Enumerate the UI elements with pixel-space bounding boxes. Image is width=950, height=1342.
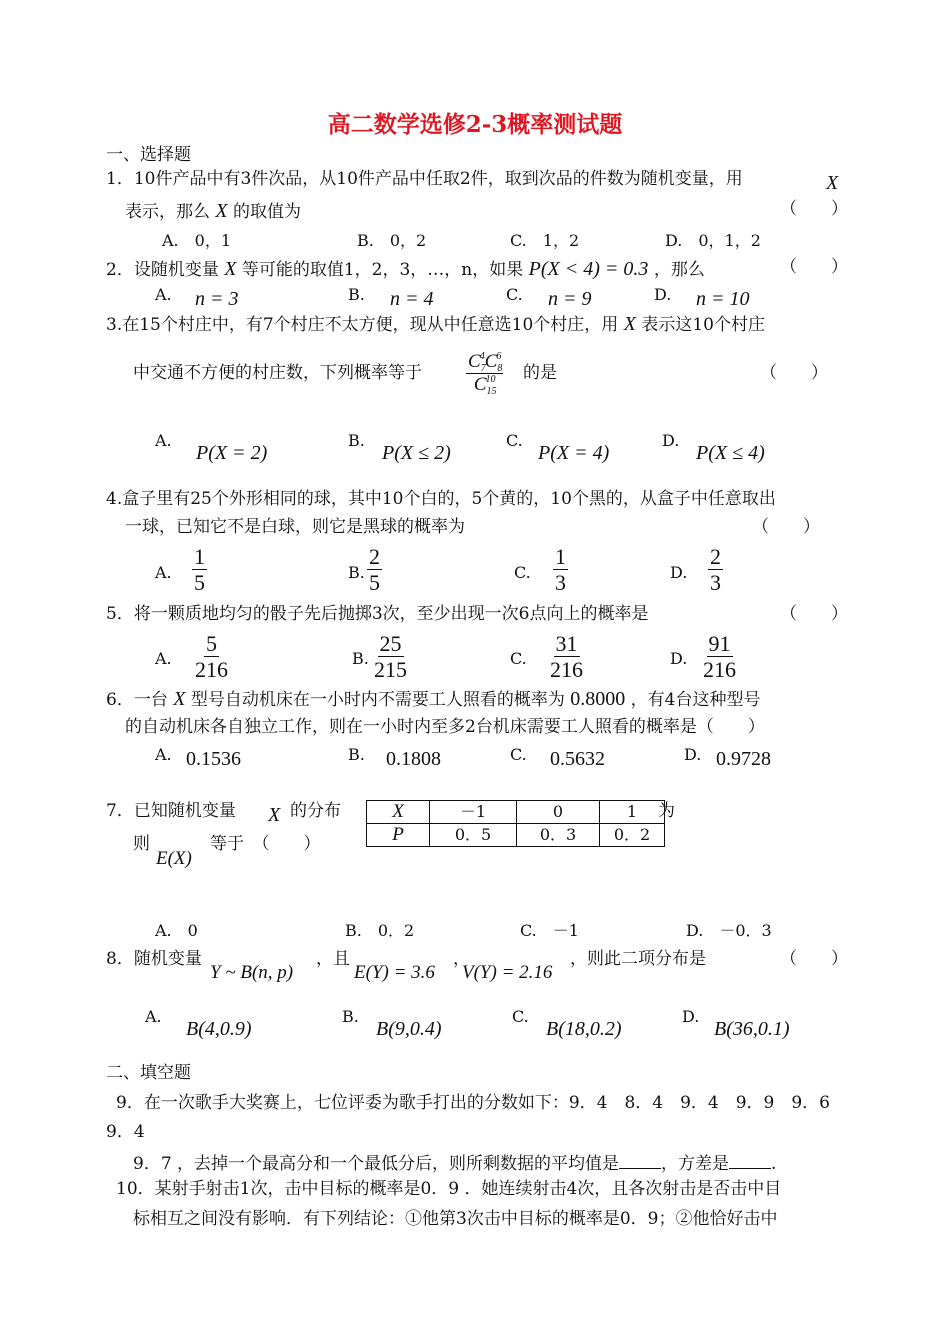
- q5-c-denominator: 216: [550, 657, 583, 683]
- q3-option-c: C.: [506, 431, 523, 450]
- q5-a-numerator: 5: [206, 631, 217, 656]
- q8-expectation: E(Y) = 3.6: [354, 962, 435, 983]
- q3-line1-b: 表示这10个村庄: [641, 315, 765, 335]
- q8-separator: ，: [453, 949, 470, 969]
- q7-line1-b: 的分布: [290, 801, 341, 821]
- q4-line1: 4.盒子里有25个外形相同的球，其中10个白的，5个黄的，10个黑的，从盒子中任意取出: [106, 489, 776, 509]
- q4-option-d: D.: [670, 563, 688, 582]
- q7-option-c: C. －1: [520, 921, 579, 940]
- q9-mean-blank[interactable]: [619, 1152, 661, 1169]
- q1-var-x-2: X: [215, 200, 228, 222]
- q4-line2: 一球，已知它不是白球，则它是黑球的概率为: [125, 517, 465, 537]
- q8-variance: V(Y) = 2.16: [462, 962, 553, 983]
- q6-line1-b: 型号自动机床在一小时内不需要工人照看的概率为: [190, 690, 565, 710]
- q2-option-b: B.: [348, 285, 365, 304]
- q3-option-a-value: P(X = 2): [196, 442, 268, 464]
- q6-var-x: X: [173, 688, 186, 710]
- q10-line1: 10．某射手射击1次，击中目标的概率是0．9 ．她连续射击4次，且各次射击是否击中目: [116, 1179, 782, 1199]
- q1-option-a: A. 0，1: [162, 231, 232, 250]
- q7-line2-b: 等于 （ ）: [210, 834, 321, 854]
- q8-option-a: A.: [145, 1007, 162, 1026]
- q9-line3-b: ，方差是: [661, 1154, 730, 1174]
- q4-answer-paren: （ ）: [752, 517, 820, 537]
- q2-option-d-value: n = 10: [696, 288, 750, 310]
- q2-option-c-value: n = 9: [548, 288, 592, 310]
- q5-option-b-fraction: [374, 632, 407, 681]
- q7-option-a: A. 0: [155, 921, 198, 940]
- q2-line1-c: ，那么: [653, 260, 705, 280]
- q6-option-d: D.: [684, 745, 702, 764]
- q3-combination-fraction: $\frac{C_7^4C_8^6}{C_{15}^{10}}$: [468, 351, 503, 397]
- q8-line1-a: 8．随机变量: [106, 949, 202, 969]
- q5-b-numerator: 25: [379, 631, 402, 656]
- q4-d-denominator: 3: [710, 570, 721, 596]
- q3-answer-paren: （ ）: [760, 363, 828, 383]
- q8-binomial-def: Y ~ B(n, p): [210, 962, 294, 983]
- q2-option-d: D.: [654, 285, 672, 304]
- q6-option-a: A.: [155, 745, 172, 764]
- q5-option-b: B.: [352, 649, 369, 668]
- q6-line1-a: 6．一台: [106, 690, 168, 710]
- q9-line2: 9．4: [106, 1122, 145, 1142]
- q1-line1: 1．10件产品中有3件次品，从10件产品中任取2件，取到次品的件数为随机变量，用: [106, 169, 743, 189]
- q5-b-denominator: 215: [374, 657, 407, 683]
- q7-table-cell: 0．2: [600, 824, 665, 847]
- q7-table-header-x: X: [367, 801, 430, 824]
- q1-option-c: C. 1，2: [510, 231, 580, 250]
- q2-line1-b: 等可能的取值1，2，3，…，n，如果: [241, 260, 524, 280]
- q7-distribution-table: [366, 800, 665, 847]
- q6-option-c: C.: [510, 745, 527, 764]
- q6-probability-value: 0.8000: [570, 688, 626, 710]
- q2-answer-paren: （ ）: [780, 257, 848, 277]
- q7-line1-a: 7．已知随机变量: [106, 801, 236, 821]
- q5-option-a: A.: [155, 649, 172, 668]
- q8-line1-b: ，且: [316, 949, 350, 969]
- q2-option-a-value: n = 3: [195, 288, 239, 310]
- q6-option-a-value: 0.1536: [186, 748, 241, 770]
- q3-line1-a: 3.在15个村庄中，有7个村庄不太方便，现从中任意选10个村庄，用: [106, 315, 619, 335]
- q7-expectation: E(X): [156, 848, 192, 869]
- q8-option-c-value: B(18,0.2): [546, 1018, 622, 1040]
- q1-answer-paren: （ ）: [780, 199, 848, 219]
- q2-line1-a: 2．设随机变量: [106, 260, 219, 280]
- q3-line2-a: 中交通不方便的村庄数，下列概率等于: [133, 363, 422, 383]
- q6-option-d-value: 0.9728: [716, 748, 771, 770]
- q7-table-cell: 0．5: [430, 824, 517, 847]
- q8-option-d: D.: [682, 1007, 700, 1026]
- q3-option-d: D.: [662, 431, 680, 450]
- q7-option-d: D. －0．3: [686, 921, 772, 940]
- q4-b-numerator: 2: [369, 544, 380, 569]
- q2-option-a: A.: [155, 285, 172, 304]
- q6-line1-c: ，有4台这种型号: [630, 690, 761, 710]
- q5-option-a-fraction: [195, 632, 228, 681]
- q6-option-b: B.: [348, 745, 365, 764]
- q1-line2-a: 表示，那么: [125, 202, 210, 222]
- q3-option-a: A.: [155, 431, 172, 450]
- q7-table-row-p: [367, 824, 665, 847]
- q5-line1: 5．将一颗质地均匀的骰子先后抛掷3次，至少出现一次6点向上的概率是: [106, 604, 649, 624]
- q9-line3: [133, 1152, 776, 1175]
- q5-option-d: D.: [670, 649, 688, 668]
- q6-line2: 的自动机床各自独立工作，则在一小时内至多2台机床需要工人照看的概率是（ ）: [125, 717, 765, 737]
- q5-option-c-fraction: [550, 632, 583, 681]
- q4-b-denominator: 5: [369, 570, 380, 596]
- section-heading-fill: 二、填空题: [106, 1063, 191, 1083]
- q6-option-b-value: 0.1808: [386, 748, 441, 770]
- q4-d-numerator: 2: [710, 544, 721, 569]
- q8-option-c: C.: [512, 1007, 529, 1026]
- q7-table-cell: 0．3: [517, 824, 600, 847]
- q7-table-cell: 0: [517, 801, 600, 824]
- q4-option-a-fraction: [192, 545, 207, 594]
- q8-option-b: B.: [342, 1007, 359, 1026]
- q2-var-x: X: [224, 258, 237, 280]
- q3-line2-b: 的是: [523, 363, 557, 383]
- q7-table-header-p: P: [367, 824, 430, 847]
- q5-answer-paren: （ ）: [780, 604, 848, 624]
- q1-option-b: B. 0，2: [357, 231, 427, 250]
- page-title: 高二数学选修2-3概率测试题: [327, 111, 623, 138]
- q4-option-a: A.: [155, 563, 172, 582]
- q6-line1: [106, 688, 761, 711]
- q1-option-d: D. 0，1，2: [665, 231, 761, 250]
- q7-table-cell: －1: [430, 801, 517, 824]
- q7-var-x: X: [268, 804, 281, 826]
- q9-line3-a: 9．7 ，去掉一个最高分和一个最低分后，则所剩数据的平均值是: [133, 1154, 620, 1174]
- q4-option-c-fraction: [553, 545, 568, 594]
- q8-option-b-value: B(9,0.4): [376, 1018, 442, 1040]
- q5-d-denominator: 216: [703, 657, 736, 683]
- q5-c-numerator: 31: [555, 631, 578, 656]
- q1-line2-b: 的取值为: [233, 202, 302, 222]
- q3-option-b-value: P(X ≤ 2): [382, 442, 451, 464]
- q6-option-c-value: 0.5632: [550, 748, 605, 770]
- q10-line2: 标相互之间没有影响．有下列结论：①他第3次击中目标的概率是0．9；②他恰好击中: [133, 1209, 778, 1229]
- q3-option-b: B.: [348, 431, 365, 450]
- q2-line1: [106, 258, 705, 281]
- q1-var-x: X: [826, 172, 839, 194]
- section-heading-choice: 一、选择题: [106, 145, 191, 165]
- q5-option-d-fraction: [703, 632, 736, 681]
- q3-option-c-value: P(X = 4): [538, 442, 610, 464]
- q5-d-numerator: 91: [708, 631, 731, 656]
- q4-option-b: B.: [348, 563, 365, 582]
- q8-option-d-value: B(36,0.1): [714, 1018, 790, 1040]
- q9-line1: 9．在一次歌手大奖赛上，七位评委为歌手打出的分数如下：9．4 8．4 9．4 9．9 9．6: [116, 1093, 830, 1113]
- q1-line2: [125, 200, 301, 223]
- q7-table-cell: 1: [600, 801, 665, 824]
- q7-option-b: B. 0．2: [345, 921, 415, 940]
- q4-c-numerator: 1: [555, 544, 566, 569]
- q9-line3-c: .: [771, 1154, 777, 1174]
- q4-option-c: C.: [514, 563, 531, 582]
- q3-option-d-value: P(X ≤ 4): [696, 442, 765, 464]
- q2-prob: P(X < 4) = 0.3: [528, 258, 649, 280]
- q8-option-a-value: B(4,0.9): [186, 1018, 252, 1040]
- q9-variance-blank[interactable]: [729, 1152, 771, 1169]
- q3-var-x: X: [623, 313, 636, 335]
- q7-table-row-x: [367, 801, 665, 824]
- q2-option-c: C.: [506, 285, 523, 304]
- q8-line1-c: ，则此二项分布是: [570, 949, 706, 969]
- q4-option-b-fraction: [367, 545, 382, 594]
- q7-line1-c: 为: [658, 801, 675, 821]
- q5-a-denominator: 216: [195, 657, 228, 683]
- q4-a-denominator: 5: [194, 570, 205, 596]
- q2-option-b-value: n = 4: [390, 288, 434, 310]
- q8-answer-paren: （ ）: [780, 949, 848, 969]
- q4-c-denominator: 3: [555, 570, 566, 596]
- q3-line1: [106, 313, 765, 336]
- q4-a-numerator: 1: [194, 544, 205, 569]
- q5-option-c: C.: [510, 649, 527, 668]
- q7-line2-a: 则: [133, 834, 150, 854]
- q4-option-d-fraction: [708, 545, 723, 594]
